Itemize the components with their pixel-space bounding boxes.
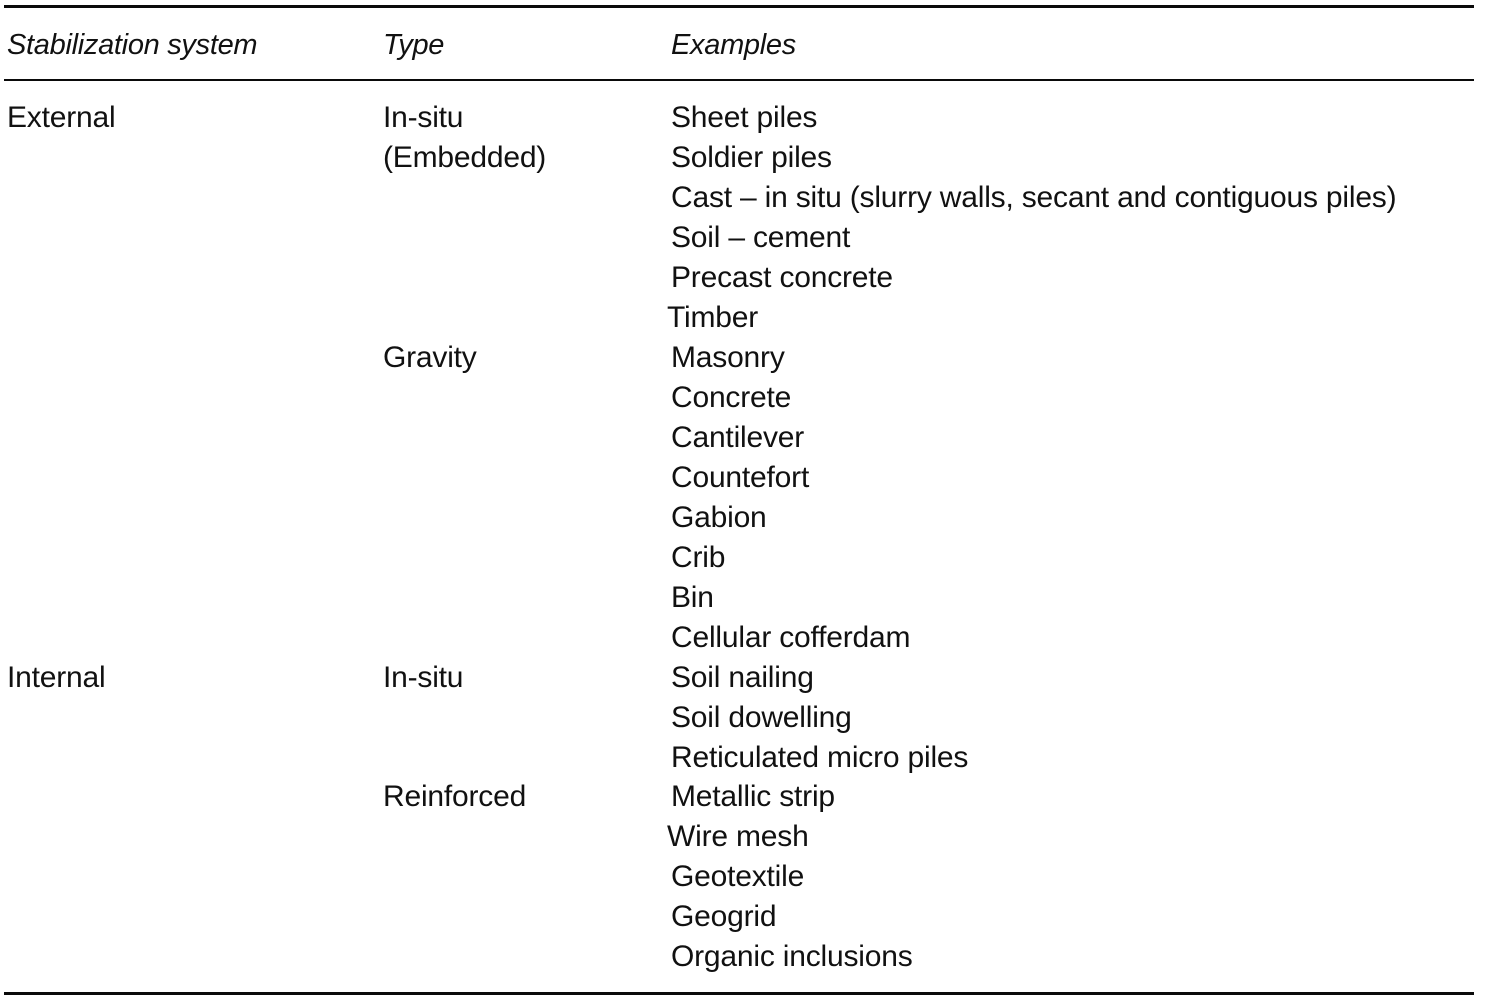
examples-list bbox=[667, 98, 1397, 977]
type-reinforced: Reinforced bbox=[383, 780, 527, 813]
example-item: Metallic strip bbox=[671, 780, 835, 813]
system-internal: Internal bbox=[7, 661, 106, 694]
example-item: Precast concrete bbox=[671, 261, 893, 294]
example-item: Timber bbox=[667, 301, 759, 334]
table-top-rule bbox=[4, 5, 1474, 8]
table-header-rule bbox=[4, 79, 1474, 81]
example-item: Soldier piles bbox=[671, 141, 832, 174]
header-type: Type bbox=[383, 29, 445, 61]
example-item: Soil dowelling bbox=[671, 701, 852, 734]
example-item: Masonry bbox=[671, 341, 785, 374]
example-item: Sheet piles bbox=[671, 101, 818, 134]
example-item: Reticulated micro piles bbox=[671, 741, 969, 774]
example-item: Countefort bbox=[671, 461, 810, 494]
example-item: Cast – in situ (slurry walls, secant and contiguous piles) bbox=[671, 181, 1397, 214]
type-in-situ-external: In-situ bbox=[383, 101, 464, 134]
example-item: Cellular cofferdam bbox=[671, 621, 911, 654]
type-in-situ-internal: In-situ bbox=[383, 661, 464, 694]
example-item: Geotextile bbox=[671, 860, 805, 893]
example-item: Bin bbox=[671, 581, 714, 614]
system-external: External bbox=[7, 101, 116, 134]
header-examples: Examples bbox=[671, 29, 796, 61]
type-gravity: Gravity bbox=[383, 341, 477, 374]
example-item: Soil – cement bbox=[671, 221, 851, 254]
example-item: Organic inclusions bbox=[671, 940, 913, 973]
header-stabilization-system: Stabilization system bbox=[7, 29, 258, 61]
example-item: Gabion bbox=[671, 501, 767, 534]
example-item: Cantilever bbox=[671, 421, 805, 454]
example-item: Concrete bbox=[671, 381, 792, 414]
example-item: Geogrid bbox=[671, 900, 777, 933]
table-bottom-rule bbox=[4, 992, 1474, 995]
example-item: Crib bbox=[671, 541, 726, 574]
type-embedded: (Embedded) bbox=[383, 141, 547, 174]
example-item: Soil nailing bbox=[671, 661, 814, 694]
example-item: Wire mesh bbox=[667, 820, 809, 853]
